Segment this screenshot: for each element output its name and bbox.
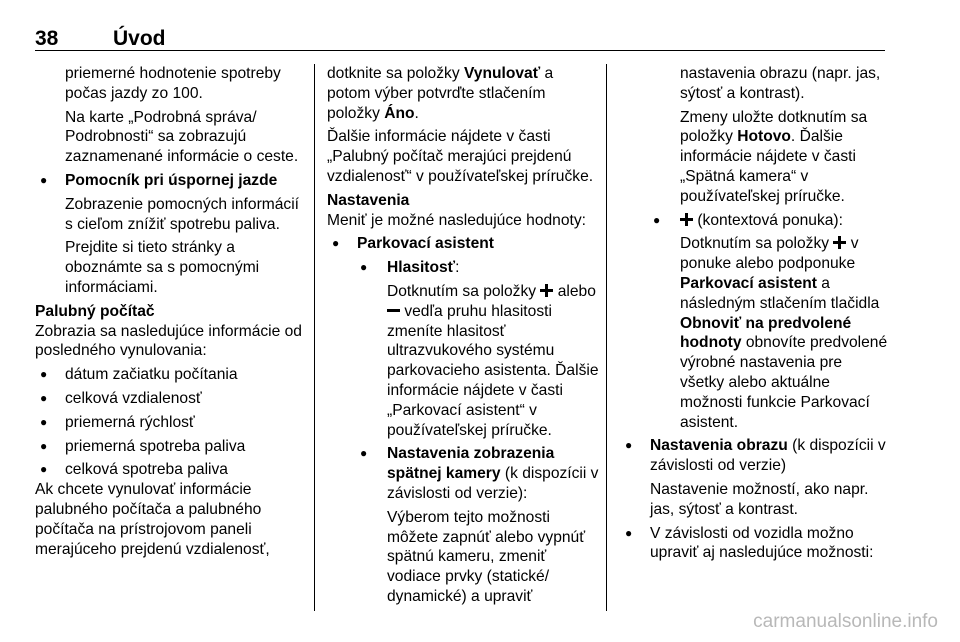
paragraph: Na karte „Podrobná správa/ Podrobnosti“ sa zobrazujú zaznamenané informácie o ceste. xyxy=(65,108,299,166)
paragraph xyxy=(620,108,890,207)
section-heading: Palubný počítač xyxy=(35,302,155,320)
paragraph: Nastavenie možností, ako napr. jas, sýtosť a kontrast. xyxy=(650,480,869,518)
column-1 xyxy=(35,64,307,559)
ui-term: Nastavenia obrazu xyxy=(650,437,788,455)
text: Zmeny uložte dotknutím sa položky xyxy=(680,108,868,146)
section-heading: Nastavenia xyxy=(327,191,410,209)
chapter-title: Úvod xyxy=(113,27,166,50)
paragraph: Ďalšie informácie nájdete v časti „Palubný počítač merajúci prejdenú vzdialenosť“ v používateľskej príručke. xyxy=(327,128,594,185)
column-2 xyxy=(327,64,599,607)
text: alebo xyxy=(557,282,596,300)
text: a potom výber potvrďte stlačením položky xyxy=(327,65,554,122)
paragraph: Ak chcete vynulovať informácie palubného počítača a palubného počítača na prístrojovom paneli merajúceho prejdenú vzdialenosť, xyxy=(35,481,270,558)
bullet-item: ● V závislosti od vozidla možno upraviť aj nasledujúce možnosti: xyxy=(620,524,890,564)
header-rule xyxy=(35,50,885,51)
list-item: ● priemerná spotreba paliva xyxy=(35,437,307,457)
paragraph xyxy=(327,282,599,440)
column-3 xyxy=(620,64,890,563)
column-divider-2 xyxy=(606,64,607,611)
plus-icon xyxy=(540,284,553,297)
list-item: ● priemerná rýchlosť xyxy=(35,413,307,433)
paragraph: priemerné hodnotenie spotreby počas jazdy zo 100. xyxy=(65,65,281,102)
paragraph: Prejdite si tieto stránky a oboznámte sa s pomocnými informáciami. xyxy=(65,239,260,296)
plus-icon xyxy=(833,236,846,249)
ui-term: Áno xyxy=(384,104,415,122)
sub-bullet xyxy=(327,258,599,278)
plus-icon xyxy=(680,213,693,226)
list-item: ● celková vzdialenosť xyxy=(35,389,307,409)
text: . Ďalšie informácie nájdete v časti „Spätná kamera“ v používateľskej príručke. xyxy=(680,128,856,205)
text: (k dispozícii v závislosti od verzie) xyxy=(650,437,886,475)
ui-term: Hotovo xyxy=(737,128,791,146)
column-divider-1 xyxy=(314,64,315,611)
text: dotknite sa položky xyxy=(327,65,464,82)
bullet-heading: ● Pomocník pri úspornej jazde xyxy=(35,171,307,191)
text: (k dispozícii v závislosti od verzie): xyxy=(387,465,599,502)
text: vedľa pruhu hlasitosti zmeníte hlasitosť ultrazvukového systému parkovacieho asistenta. Ďalšie informácie nájdete v časti „Parkovací asistent“ v používateľskej príručke. xyxy=(387,302,599,439)
text: a následným stlačením tlačidla xyxy=(680,274,880,312)
paragraph: nastavenia obrazu (napr. jas, sýtosť a kontrast). xyxy=(680,65,881,102)
sub-bullet xyxy=(327,444,599,503)
text: : xyxy=(455,259,460,277)
sub-bullet xyxy=(620,211,890,231)
ui-term: Vynulovať xyxy=(463,65,541,82)
paragraph: Meniť je možné nasledujúce hodnoty: xyxy=(327,211,586,229)
text: (kontextová ponuka): xyxy=(693,211,843,229)
list-item: ● dátum začiatku počítania xyxy=(35,365,307,385)
paragraph: Zobrazenie pomocných informácií s cieľom znížiť spotrebu paliva. xyxy=(65,195,300,233)
paragraph xyxy=(327,64,599,123)
ui-term: Hlasitosť xyxy=(387,259,456,277)
minus-icon xyxy=(387,304,400,317)
text: Dotknutím sa položky xyxy=(680,235,834,253)
ui-term: Nastavenia zobrazenia spätnej kamery xyxy=(387,445,555,483)
bullet-item xyxy=(620,436,890,476)
text: Dotknutím sa položky xyxy=(387,282,541,300)
watermark: carmanualsonline.info xyxy=(753,611,938,632)
ui-term: Obnoviť na predvolené hodnoty xyxy=(680,314,852,352)
list-item: ● celková spotreba paliva xyxy=(35,460,307,480)
bullet-heading: ● Parkovací asistent xyxy=(327,234,599,254)
paragraph: Zobrazia sa nasledujúce informácie od posledného vynulovania: xyxy=(35,322,302,360)
text: v ponuke alebo podponuke xyxy=(680,235,859,273)
paragraph xyxy=(620,234,890,432)
page-number: 38 xyxy=(35,27,59,50)
text: obnovíte predvolené výrobné nastavenia pre všetky alebo aktuálne možnosti funkcie Parkovací asistent. xyxy=(680,334,888,431)
paragraph: Výberom tejto možnosti môžete zapnúť alebo vypnúť spätnú kameru, zmeniť vodiace prvky (statické/ dynamické) a upraviť xyxy=(387,508,586,605)
ui-term: Parkovací asistent xyxy=(680,274,817,292)
text: . xyxy=(414,104,419,122)
